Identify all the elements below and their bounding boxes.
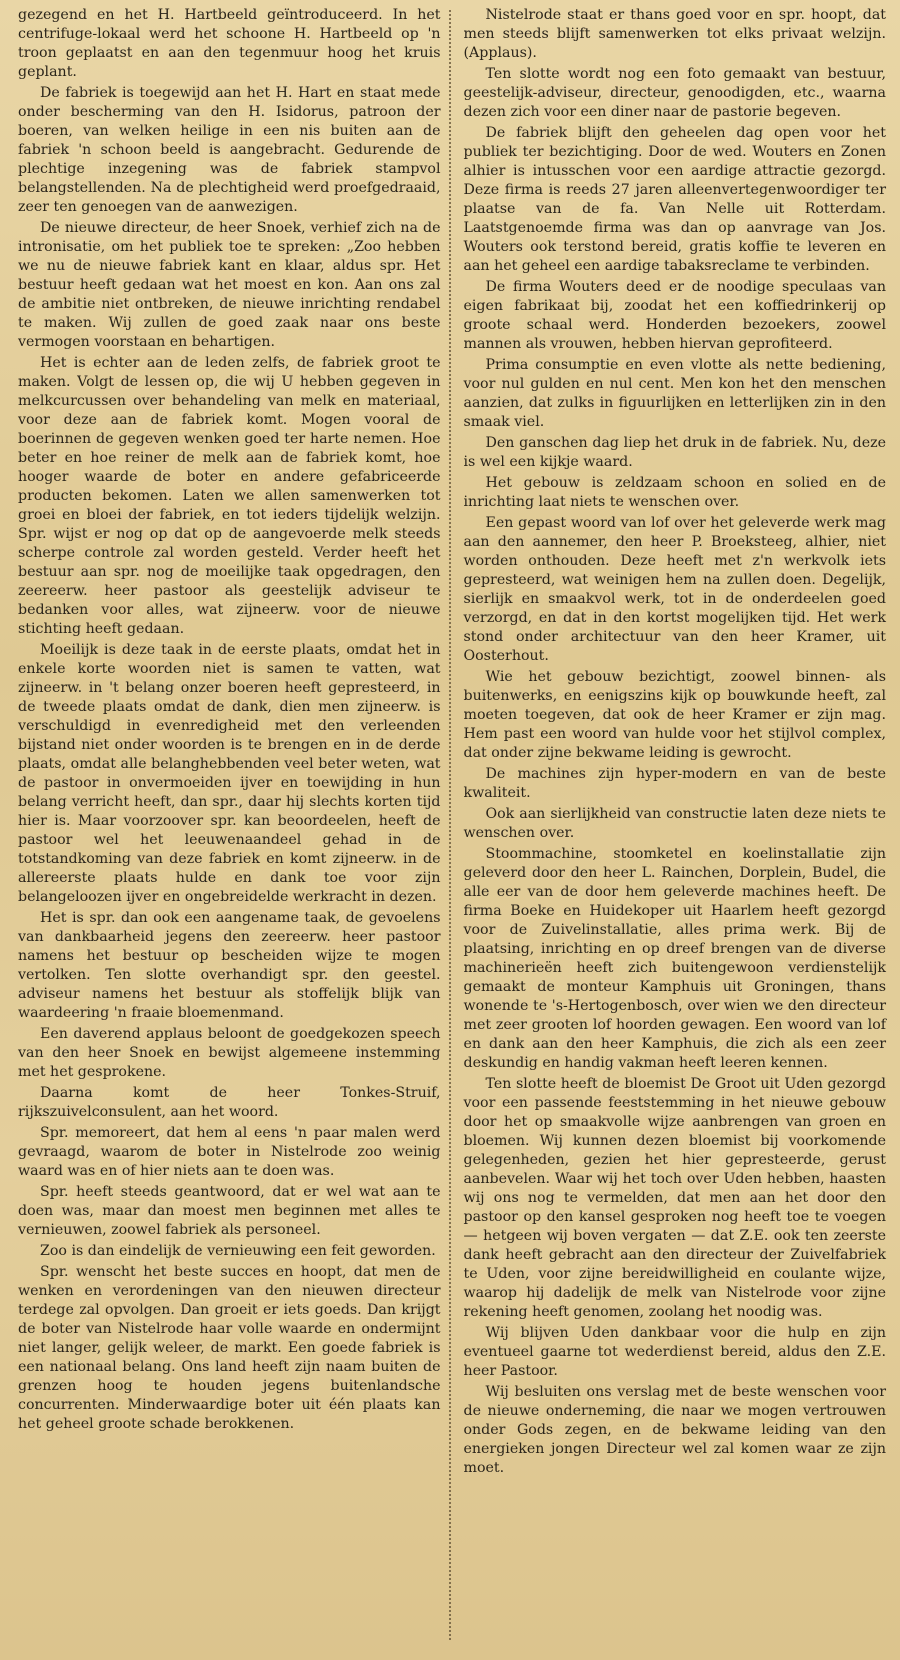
article-columns (8, 6, 892, 1656)
article-paragraph: Spr. heeft steeds geantwoord, dat er wel wat aan te doen was, maar dan moest men beginnen met alles te vernieuwen, zoowel fabriek als personeel. (18, 1184, 441, 1238)
article-paragraph: Wie het gebouw bezichtigt, zoowel binnen- als buitenwerks, en eenigszins kijk op bouwkunde heeft, zal moeten toegeven, dat ook de heer Kramer er zijn mag. Hem past een woord van hulde voor het stijlvol complex, dat onder zijne bekwame leiding is gewrocht. (463, 669, 886, 761)
article-paragraph: Een daverend applaus beloont de goedgekozen speech van den heer Snoek en bewijst algemeene instemming met het gesprokene. (18, 1026, 441, 1080)
article-paragraph: Stoommachine, stoomketel en koelinstallatie zijn geleverd door den heer L. Rainchen, Dorplein, Budel, die alle eer van de door hem geleverde machines heeft. De firma Boeke en Huidekoper uit Haarlem heeft gezorgd voor de Zuivelinstallatie, alles prima werk. Bij de plaatsing, inrichting en op dreef brengen van de diverse machinerieën heeft zich buitengewoon verdienstelijk gemaakt de monteur Kamphuis uit Groningen, thans wonende te 's-Hertogenbosch, over wien we den directeur met zeer grooten lof hoorden gewagen. Een woord van lof en dank aan den heer Kamphuis, die zich als een zeer deskundig en handig vakman heeft leeren kennen. (463, 846, 886, 1071)
article-paragraph: De machines zijn hyper-modern en van de beste kwaliteit. (463, 766, 886, 801)
article-paragraph: Het gebouw is zeldzaam schoon en solied en de inrichting laat niets te wenschen over. (463, 475, 886, 510)
article-paragraph: Wij besluiten ons verslag met de beste wenschen voor de nieuwe onderneming, die naar we mogen vertrouwen onder Gods zegen, en de bekwame leiding van den energieken jongen Directeur wel zal komen waar ze zijn moet. (463, 1384, 886, 1476)
article-paragraph: Nistelrode staat er thans goed voor en spr. hoopt, dat men steeds blijft samenwerken tot elks privaat welzijn. (Applaus). (463, 7, 886, 61)
article-paragraph: Het is spr. dan ook een aangename taak, de gevoelens van dankbaarheid jegens den zeereerw. heer pastoor namens het bestuur op bescheiden wijze te mogen vertolken. Ten slotte overhandigt spr. den geestel. adviseur namens het bestuur als stoffelijk blijk van waardeering 'n fraaie bloemenmand. (18, 910, 441, 1021)
article-paragraph: Moeilijk is deze taak in de eerste plaats, omdat het in enkele korte woorden niet is samen te vatten, wat zijneerw. in 't belang onzer boeren heeft gepresteerd, in de tweede plaats omdat de dank, dien men zijneerw. is verschuldigd in evenredigheid met den verleenden bijstand niet onder woorden is te brengen en in de derde plaats, omdat alle belanghebbenden veel beter weten, wat de pastoor in onvermoeiden ijver en toewijding in hun belang verricht heeft, dan spr., daar hij slechts korten tijd hier is. Maar voorzoover spr. kan beoordeelen, heeft de pastoor wel het leeuwenaandeel gehad in de totstandkoming van deze fabriek en komt zijneerw. in de allereerste plaats hulde en dank toe voor zijn belangeloozen ijver en ongebreidelde werkracht in dezen. (18, 642, 441, 905)
article-paragraph: Spr. memoreert, dat hem al eens 'n paar malen werd gevraagd, waarom de boter in Nistelrode zoo weinig waard was en of hier niets aan te doen was. (18, 1125, 441, 1179)
column-divider (449, 10, 452, 1640)
article-paragraph: Wij blijven Uden dankbaar voor die hulp en zijn eventueel gaarne tot wederdienst bereid, aldus den Z.E. heer Pastoor. (463, 1325, 886, 1379)
article-paragraph: gezegend en het H. Hartbeeld geïntroduceerd. In het centrifuge-lokaal werd het schoone H. Hartbeeld op 'n troon geplaatst en aan den tegenmuur hoog het kruis geplant. (18, 7, 441, 80)
article-paragraph: Zoo is dan eindelijk de vernieuwing een feit geworden. (40, 1243, 436, 1259)
article-paragraph: De nieuwe directeur, de heer Snoek, verhief zich na de intronisatie, om het publiek toe te spreken: „Zoo hebben we nu de nieuwe fabriek kant en klaar, aldus spr. Het bestuur heeft gedaan wat het moest en kon. Aan ons zal de ambitie niet ontbreken, de nieuwe inrichting rendabel te maken. Wij zullen de goed zaak naar ons beste vermogen voorstaan en behartigen. (18, 220, 441, 350)
article-paragraph: Daarna komt de heer Tonkes-Struif, rijkszuivelconsulent, aan het woord. (18, 1085, 441, 1120)
article-paragraph: Prima consumptie en even vlotte als nette bediening, voor nul gulden en nul cent. Men kon het den menschen aanzien, dat zulks in figuurlijken en letterlijken zin in den smaak viel. (463, 357, 886, 430)
article-paragraph: Het is echter aan de leden zelfs, de fabriek groot te maken. Volgt de lessen op, die wij U hebben gegeven in melkcurcussen over behandeling van melk en materiaal, voor deze aan de fabriek komt. Mogen vooral de boerinnen de gegeven wenken goed ter harte nemen. Hoe beter en hoe reiner de melk aan de fabriek komt, hoe hooger waarde de boter en andere gefabriceerde producten bekomen. Laten we allen samenwerken tot groei en bloei der fabriek, en tot ieders tijdelijk welzijn. Spr. wijst er nog op dat op de aangevoerde melk steeds scherpe controle zal worden gesteld. Verder heeft het bestuur aan spr. nog de moeilijke taak opgedragen, den zeereerw. heer pastoor als geestelijk adviseur te bedanken voor alles, wat zijneerw. voor de nieuwe stichting heeft gedaan. (18, 355, 441, 637)
article-paragraph: Ten slotte heeft de bloemist De Groot uit Uden gezorgd voor een passende feeststemming in het nieuwe gebouw door het op smaakvolle wijze aanbrengen van groen en bloemen. Wij kunnen dezen bloemist bij voorkomende gelegenheden, gezien het hier gepresteerde, gerust aanbevelen. Waar wij het toch over Uden hebben, haasten wij ons nog te vermelden, dat men aan het door den pastoor op den kansel gesproken nog heeft toe te voegen — hetgeen wij boven vergaten — dat Z.E. ook ten zeerste dank heeft gebracht aan den directeur der Zuivelfabriek te Uden, voor zijne bereidwilligheid en coulante wijze, waarop hij dadelijk de melk van Nistelrode voor zijne rekening heeft genomen, zoolang het noodig was. (463, 1076, 886, 1320)
column-right (452, 6, 893, 1656)
article-paragraph: Den ganschen dag liep het druk in de fabriek. Nu, deze is wel een kijkje waard. (463, 435, 886, 470)
article-paragraph: Een gepast woord van lof over het geleverde werk mag aan den aannemer, den heer P. Broeksteeg, alhier, niet worden onthouden. Deze heeft met z'n werkvolk iets gepresteerd, wat weinigen hem na zullen doen. Degelijk, sierlijk en smaakvol werk, tot in de onderdeelen goed verzorgd, en dat in den kortst mogelijken tijd. Het werk stond onder architectuur van den heer Kramer, uit Oosterhout. (463, 515, 886, 664)
article-paragraph: De fabriek is toegewijd aan het H. Hart en staat mede onder bescherming van den H. Isidorus, patroon der boeren, van welken heilige in een nis buiten aan de fabriek 'n schoon beeld is aangebracht. Gedurende de plechtige inzegening was de fabriek stampvol belangstellenden. Na de plechtigheid werd proefgedraaid, zeer ten genoegen van de aanwezigen. (18, 85, 441, 215)
article-paragraph: Ten slotte wordt nog een foto gemaakt van bestuur, geestelijk-adviseur, directeur, genoodigden, etc., waarna dezen zich voor een diner naar de pastorie begeven. (463, 66, 886, 120)
article-paragraph: Spr. wenscht het beste succes en hoopt, dat men de wenken en verordeningen van den nieuwen directeur terdege zal opvolgen. Dan groeit er iets goeds. Dan krijgt de boter van Nistelrode haar volle waarde en ondermijnt niet langer, gelijk weleer, de markt. Een goede fabriek is een nationaal belang. Ons land heeft zijn naam buiten de grenzen hoog te houden jegens buitenlandsche concurrenten. Minderwaardige boter uit één plaats kan het geheel groote schade berokkenen. (18, 1264, 441, 1432)
article-paragraph: Ook aan sierlijkheid van constructie laten deze niets te wenschen over. (463, 806, 886, 841)
column-left (8, 6, 449, 1656)
article-paragraph: De firma Wouters deed er de noodige speculaas van eigen fabrikaat bij, zoodat het een koffiedrinkerij op groote schaal werd. Honderden bezoekers, zoowel mannen als vrouwen, hebben hiervan geprofiteerd. (463, 279, 886, 352)
article-paragraph: De fabriek blijft den geheelen dag open voor het publiek ter bezichtiging. Door de wed. Wouters en Zonen alhier is intusschen voor een aardige attractie gezorgd. Deze firma is reeds 27 jaren alleenvertegenwoordiger ter plaatse van de fa. Van Nelle uit Rotterdam. Laatstgenoemde firma was dan op aanvrage van Jos. Wouters ook terstond bereid, gratis koffie te leveren en aan het geheel een aardige tabaksreclame te verbinden. (463, 125, 886, 274)
